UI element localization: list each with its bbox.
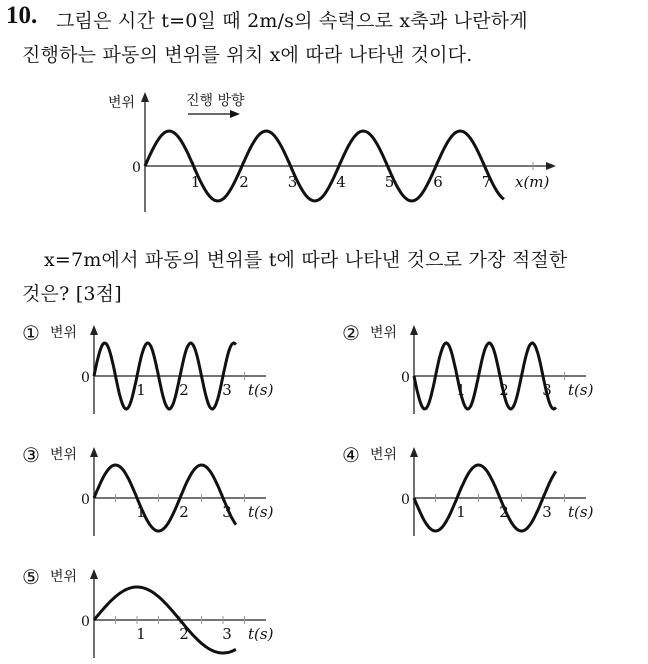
option-mark[interactable]: ⑤	[22, 565, 40, 589]
t-axis-label: t(s)	[568, 381, 594, 399]
y-axis-label: 변위	[370, 447, 398, 463]
t-tick-label: 1	[136, 381, 146, 399]
option-mark[interactable]: ③	[22, 443, 40, 467]
t-tick-label: 3	[542, 381, 552, 399]
t-axis-label: t(s)	[568, 503, 594, 521]
origin-label: 0	[81, 370, 90, 386]
y-axis-label: 변위	[50, 569, 78, 585]
x-tick-label: 1	[190, 173, 201, 191]
question-stem-line-2: 진행하는 파동의 변위를 위치 x에 따라 나타낸 것이다.	[22, 44, 473, 66]
origin-label: 0	[401, 492, 410, 508]
t-tick-label: 2	[179, 503, 189, 521]
y-axis-label: 변위	[108, 95, 136, 111]
t-axis-label: t(s)	[248, 625, 274, 643]
option-mark[interactable]: ②	[342, 321, 360, 345]
y-axis-arrowhead	[90, 569, 98, 579]
option-3-graph[interactable]	[22, 440, 322, 540]
option-4-graph[interactable]	[342, 440, 642, 540]
direction-arrowhead	[230, 110, 240, 118]
t-tick-label: 2	[179, 625, 189, 643]
option-mark[interactable]: ④	[342, 443, 360, 467]
x-tick-label: 2	[239, 173, 249, 191]
t-tick-label: 3	[222, 625, 232, 643]
t-tick-label: 2	[499, 381, 509, 399]
option-5-graph[interactable]	[22, 562, 322, 662]
x-tick-label: 5	[384, 173, 395, 191]
y-axis-label: 변위	[370, 325, 398, 341]
y-axis-arrowhead	[410, 447, 418, 457]
question-stem-line-1: 그림은 시간 t=0일 때 2m/s의 속력으로 x축과 나란하게	[56, 10, 528, 32]
t-tick-label: 3	[222, 381, 232, 399]
direction-label: 진행 방향	[186, 93, 245, 109]
y-axis-arrowhead	[90, 325, 98, 335]
t-tick-label: 1	[456, 381, 466, 399]
t-tick-label: 3	[222, 503, 232, 521]
option-2-graph[interactable]	[342, 318, 642, 418]
origin-label: 0	[81, 492, 90, 508]
y-axis-label: 변위	[50, 447, 78, 463]
t-tick-label: 2	[499, 503, 509, 521]
origin-label: 0	[401, 370, 410, 386]
t-tick-label: 1	[136, 503, 146, 521]
option-1-graph[interactable]	[22, 318, 322, 418]
t-tick-label: 1	[456, 503, 466, 521]
y-axis-arrowhead	[141, 92, 149, 102]
x-tick-label: 6	[433, 173, 443, 191]
t-axis-label: t(s)	[248, 503, 274, 521]
x-tick-label: 3	[287, 173, 298, 191]
option-mark[interactable]: ①	[22, 321, 40, 345]
x-tick-label: 7	[481, 173, 492, 191]
t-axis-label: t(s)	[248, 381, 274, 399]
t-tick-label: 2	[179, 381, 189, 399]
t-tick-label: 3	[542, 503, 552, 521]
main-wave-figure	[0, 0, 648, 240]
x-axis-label: x(m)	[515, 173, 550, 191]
t-tick-label: 1	[136, 625, 146, 643]
x-axis-arrowhead	[546, 162, 556, 170]
question-number: 10.	[6, 2, 38, 29]
origin-label: 0	[81, 614, 90, 630]
y-axis-arrowhead	[90, 447, 98, 457]
origin-label: 0	[132, 160, 141, 176]
y-axis-arrowhead	[410, 325, 418, 335]
x-tick-label: 4	[336, 173, 346, 191]
y-axis-label: 변위	[50, 325, 78, 341]
question-prompt-line-1: x=7m에서 파동의 변위를 t에 따라 나타낸 것으로 가장 적절한	[44, 249, 568, 271]
question-prompt-line-2: 것은? [3점]	[22, 283, 122, 305]
